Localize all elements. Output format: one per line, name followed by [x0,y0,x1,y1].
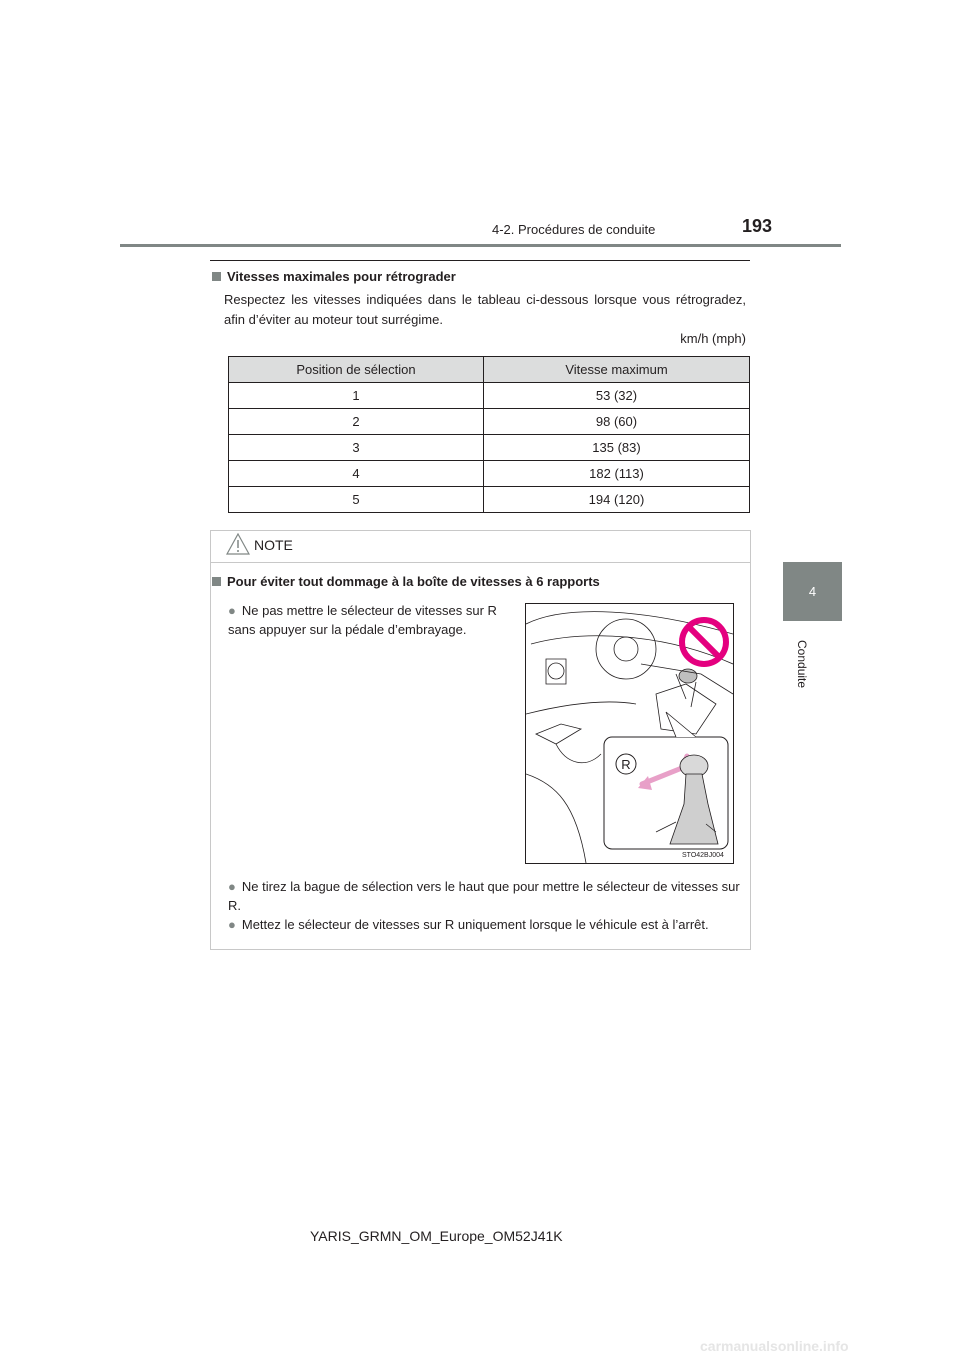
table-header-row [229,357,750,383]
note-title-text: Pour éviter tout dommage à la boîte de vitesses à 6 rapports [227,574,600,589]
table-cell: 4 [229,461,484,487]
note-bullet-text: Ne pas mettre le sélecteur de vitesses sur R sans appuyer sur la pédale d’embrayage. [228,603,497,637]
note-bullet-text: Ne tirez la bague de sélection vers le haut que pour mettre le sélecteur de vitesses sur R. [228,879,740,913]
section-title [212,269,456,284]
column-header: Position de sélection [229,357,484,383]
table-row [229,409,750,435]
square-bullet-icon [212,577,221,586]
circle-bullet-icon: ● [228,879,236,894]
table-cell: 2 [229,409,484,435]
chapter-tab-label: Conduite [795,640,809,689]
table-cell: 53 (32) [484,383,750,409]
table-cell: 98 (60) [484,409,750,435]
note-title [212,574,600,589]
warning-triangle-icon [226,533,250,560]
header-section-title: 4-2. Procédures de conduite [492,222,656,237]
section-title-text: Vitesses maximales pour rétrograder [227,269,456,284]
header-rule [120,244,841,247]
note-bullet [228,601,518,639]
page-number: 193 [742,216,773,236]
table-cell: 5 [229,487,484,513]
note-header-rule [211,562,750,563]
footer-doc-id: YARIS_GRMN_OM_Europe_OM52J41K [310,1228,563,1244]
chapter-tab[interactable] [783,562,842,621]
table-row [229,487,750,513]
note-bullet-text: Mettez le sélecteur de vitesses sur R uniquement lorsque le véhicule est à l’arrêt. [241,917,709,932]
section-rule [210,260,750,261]
column-header: Vitesse maximum [484,357,750,383]
circle-bullet-icon: ● [228,603,236,618]
section-text: Respectez les vitesses indiquées dans le tableau ci-dessous lorsque vous rétrogradez, afin d’éviter au moteur tout surrégime. [224,292,746,327]
table-cell: 1 [229,383,484,409]
table-cell: 194 (120) [484,487,750,513]
watermark: carmanualsonline.info [700,1338,849,1354]
square-bullet-icon [212,272,221,281]
dashboard-drawing [526,604,733,863]
table-cell: 135 (83) [484,435,750,461]
table-row [229,435,750,461]
note-bullet [228,877,748,915]
table-cell: 3 [229,435,484,461]
unit-label: km/h (mph) [680,331,746,346]
chapter-tab-number: 4 [808,584,817,599]
circle-bullet-icon: ● [228,917,236,932]
speed-table [228,356,750,513]
illustration-code: STO42BJ004 [682,852,724,859]
shift-lever-illustration [525,603,734,864]
table-cell: 182 (113) [484,461,750,487]
table-row [229,461,750,487]
table-row [229,383,750,409]
reverse-letter: R [621,757,631,772]
note-bullet [228,915,748,934]
note-label: NOTE [254,537,293,553]
